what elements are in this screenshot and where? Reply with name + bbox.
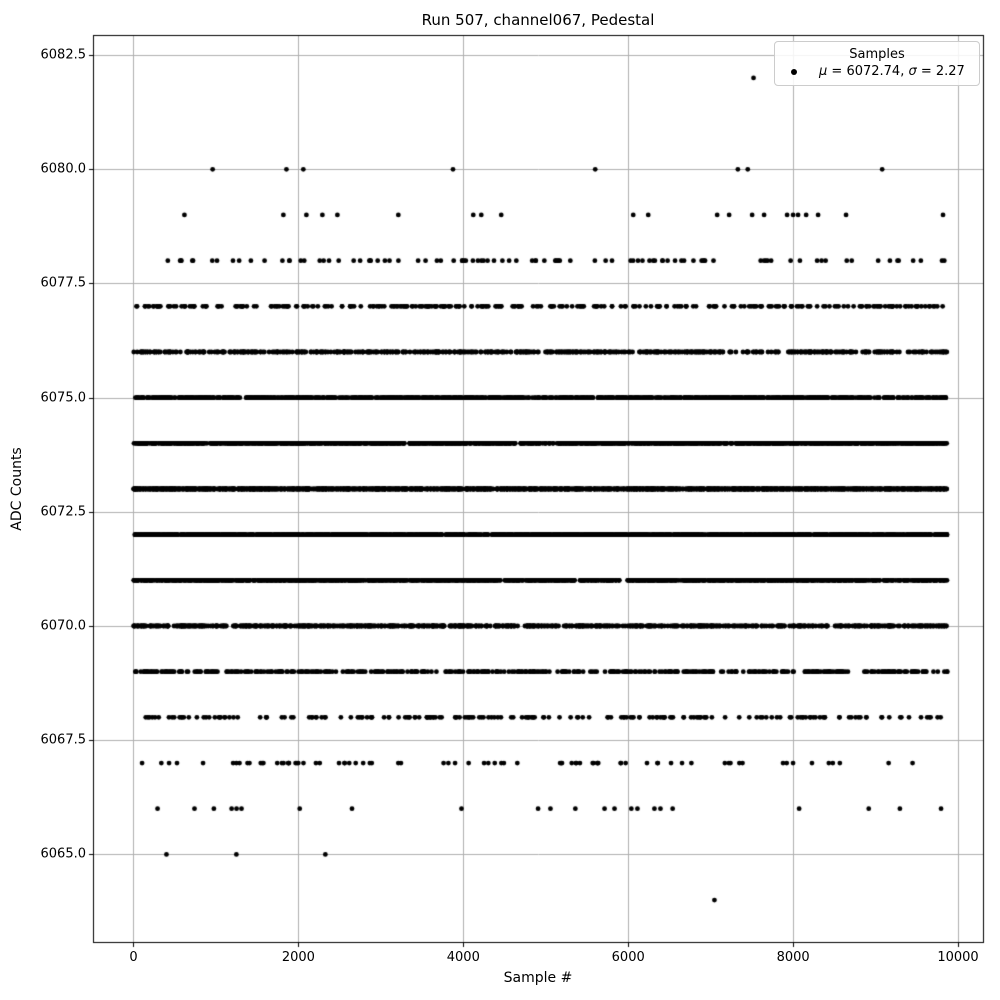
legend-entry-label (819, 64, 965, 79)
x-tick-label: 4000 (446, 950, 480, 965)
x-tick-label: 6000 (611, 950, 645, 965)
y-tick-label: 6075.0 (40, 390, 86, 406)
legend-title: Samples (849, 47, 905, 62)
scatter-marker-icon (791, 69, 797, 75)
y-tick-label: 6072.5 (40, 504, 86, 520)
mu-symbol: μ (819, 64, 828, 79)
y-tick-label: 6065.0 (40, 846, 86, 862)
legend (774, 41, 980, 86)
mu-value-text: = 6072.74, (827, 64, 909, 79)
y-tick-label: 6077.5 (40, 275, 86, 291)
y-tick-label: 6067.5 (40, 732, 86, 748)
y-axis-label: ADC Counts (9, 447, 25, 531)
x-tick-label: 8000 (776, 950, 810, 965)
y-tick-label: 6070.0 (40, 618, 86, 634)
legend-entry (775, 63, 979, 80)
sigma-symbol: σ (908, 64, 917, 79)
x-axis-label: Sample # (503, 970, 573, 986)
y-tick-label: 6082.5 (40, 47, 86, 63)
chart-title: Run 507, channel067, Pedestal (421, 11, 655, 29)
x-tick-label: 2000 (281, 950, 315, 965)
x-tick-label: 0 (129, 950, 138, 965)
sigma-value-text: = 2.27 (916, 64, 965, 79)
x-tick-label: 10000 (937, 950, 979, 965)
y-tick-label: 6080.0 (40, 161, 86, 177)
